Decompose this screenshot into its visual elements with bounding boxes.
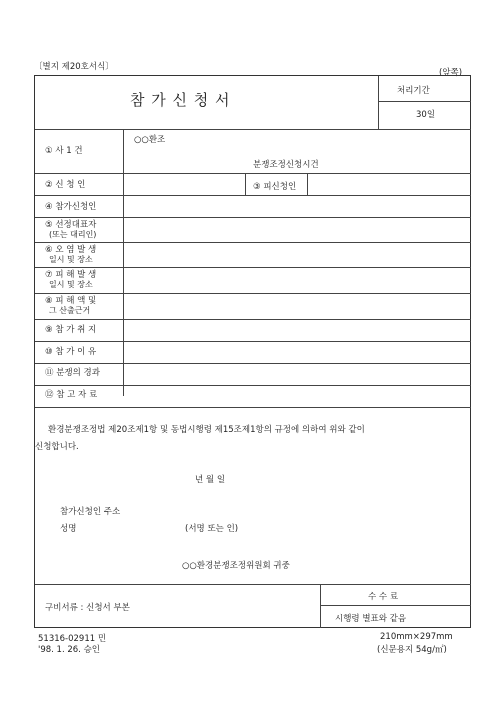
fee-label: 수 수 료 [368, 592, 399, 602]
statement-line-2: 신청합니다. [35, 442, 79, 452]
representative-label: ⑤ 선정대표자 [45, 220, 97, 230]
respondent-label: ③ 피신청인 [253, 182, 297, 192]
damage-label: ⑦ 피 해 발 생 [45, 270, 97, 280]
fee-value: 시행령 별표와 같음 [335, 614, 407, 624]
required-documents: 구비서류 : 신청서 부본 [45, 603, 130, 613]
application-date: 년 월 일 [195, 475, 226, 485]
participant-label: ④ 참가신청인 [45, 202, 97, 212]
processing-period-value: 30일 [416, 110, 436, 120]
page-side: (앞쪽) [439, 68, 463, 78]
statement-line-1: 환경분쟁조정법 제20조제1항 및 동법시행령 제15조제1항의 규정에 의하여 위와 같이 [48, 425, 365, 435]
applicant-label: ② 신 청 인 [45, 180, 86, 190]
application-form [34, 75, 471, 628]
paper-type: (신문용지 54g/㎡) [377, 645, 447, 655]
approval-date: '98. 1. 26. 승인 [38, 645, 101, 655]
form-code: 51316-02911 민 [38, 634, 107, 644]
amount-label: ⑧ 피 해 액 및 [45, 296, 97, 306]
pollution-sublabel: 일시 및 장소 [49, 255, 93, 264]
case-name: ○○환조 [134, 135, 166, 145]
paper-size: 210mm×297mm [380, 632, 453, 642]
reference-label: ⑫ 참 고 자 료 [45, 390, 98, 400]
representative-sublabel: (또는 대리인) [49, 230, 97, 239]
address-label: 참가신청인 주소 [60, 507, 121, 517]
name-label: 성명 [60, 524, 77, 534]
processing-period-label: 처리기간 [397, 86, 430, 96]
pollution-label: ⑥ 오 염 발 생 [45, 245, 97, 255]
damage-sublabel: 일시 및 장소 [49, 280, 93, 289]
case-subtitle: 분쟁조정신청시건 [253, 160, 319, 170]
form-number: 〔별지 제20호서식〕 [34, 62, 114, 72]
progress-label: ⑪ 분쟁의 경과 [45, 368, 100, 378]
reason-label: ⑩ 참 가 이 유 [45, 347, 97, 357]
case-label: ① 사 1 건 [45, 146, 83, 156]
signature-label: (서명 또는 인) [185, 524, 239, 534]
recipient: ○○환경분쟁조정위원회 귀중 [182, 561, 290, 571]
form-title: 참 가 신 청 서 [130, 91, 231, 109]
purpose-label: ⑨ 참 가 취 지 [45, 325, 97, 335]
amount-sublabel: 그 산출근거 [49, 306, 91, 315]
